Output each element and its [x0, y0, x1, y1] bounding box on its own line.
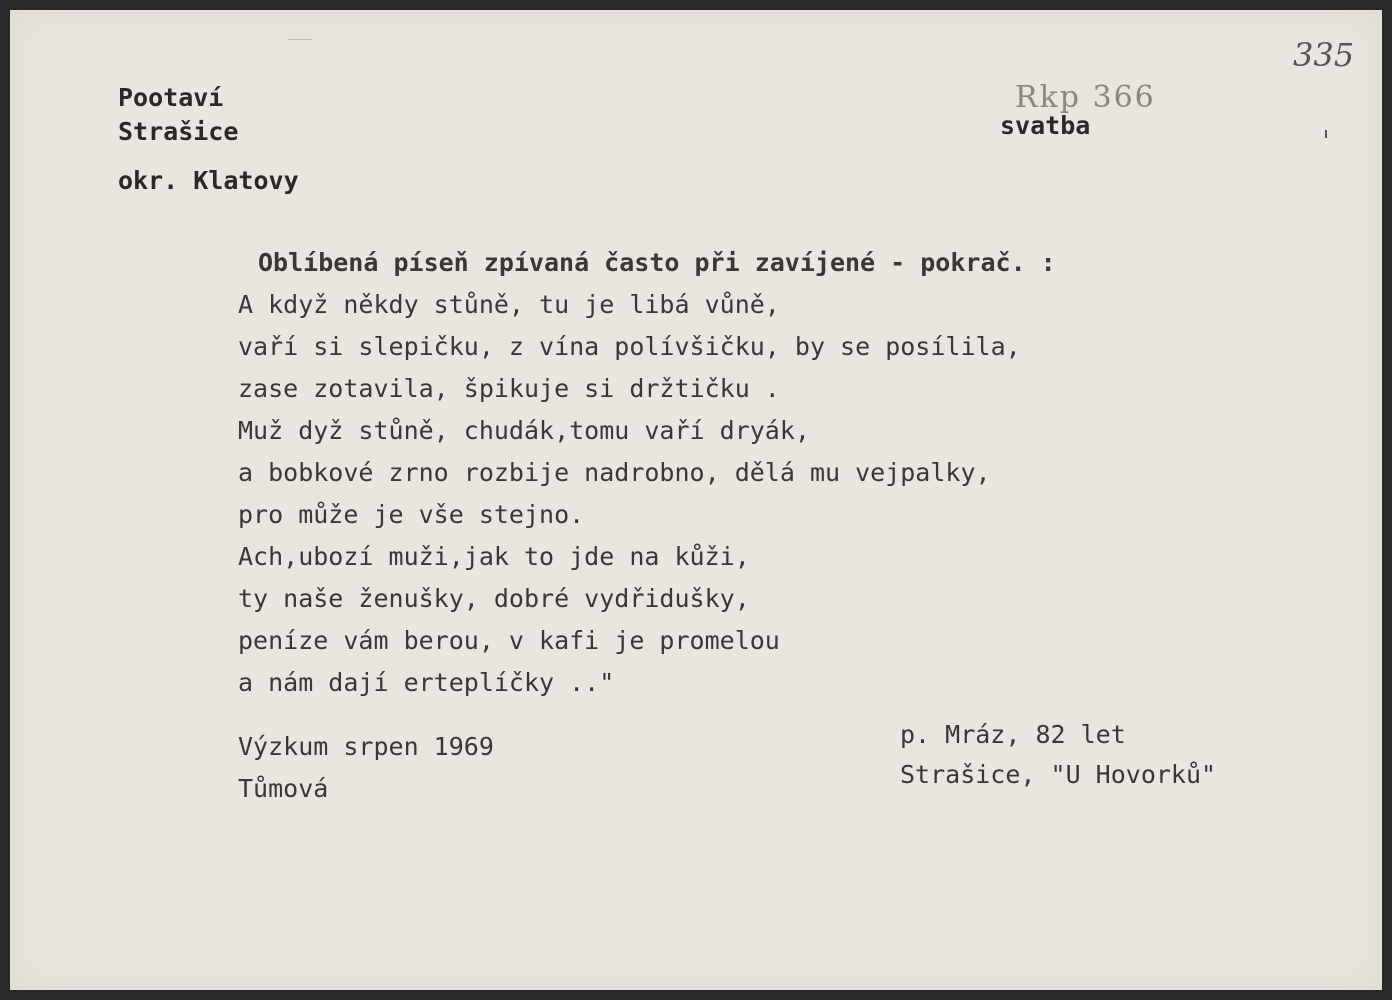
region-label: Pootaví [118, 83, 224, 112]
song-text [238, 242, 1056, 704]
song-intro: Oblíbená píseň zpívaná často při zavíjené - pokrač. : [258, 248, 1056, 277]
song-line: A když někdy stůně, tu je libá vůně, [238, 290, 780, 319]
song-line: pro může je vše stejno. [238, 500, 585, 529]
research-date: Výzkum srpen 1969 [238, 732, 494, 761]
pencil-mark [1325, 130, 1327, 138]
pencil-mark [288, 39, 312, 40]
song-line: ty naše ženušky, dobré vydřidušky, [238, 584, 750, 613]
archive-card [10, 10, 1382, 990]
song-line: Ach,ubozí muži,jak to jde na kůži, [238, 542, 750, 571]
category-label: svatba [1000, 111, 1091, 140]
archive-reference: Rkp 366 [1015, 80, 1156, 115]
song-line: vaří si slepičku, z vína polívšičku, by se posílila, [238, 332, 1021, 361]
song-line: a nám dají erteplíčky .." [238, 668, 615, 697]
district-label: okr. Klatovy [118, 166, 299, 195]
song-line: Muž dyž stůně, chudák,tomu vaří dryák, [238, 416, 810, 445]
sheet-number: 335 [1293, 36, 1355, 74]
informant-label: p. Mráz, 82 let [900, 720, 1126, 749]
researcher-name: Tůmová [238, 774, 329, 803]
song-line: zase zotavila, špikuje si držtičku . [238, 374, 780, 403]
song-line: a bobkové zrno rozbije nadrobno, dělá mu vejpalky, [238, 458, 991, 487]
informant-place: Strašice, "U Hovorků" [900, 760, 1217, 789]
song-line: peníze vám berou, v kafi je promelou [238, 626, 780, 655]
village-label: Strašice [118, 117, 239, 146]
